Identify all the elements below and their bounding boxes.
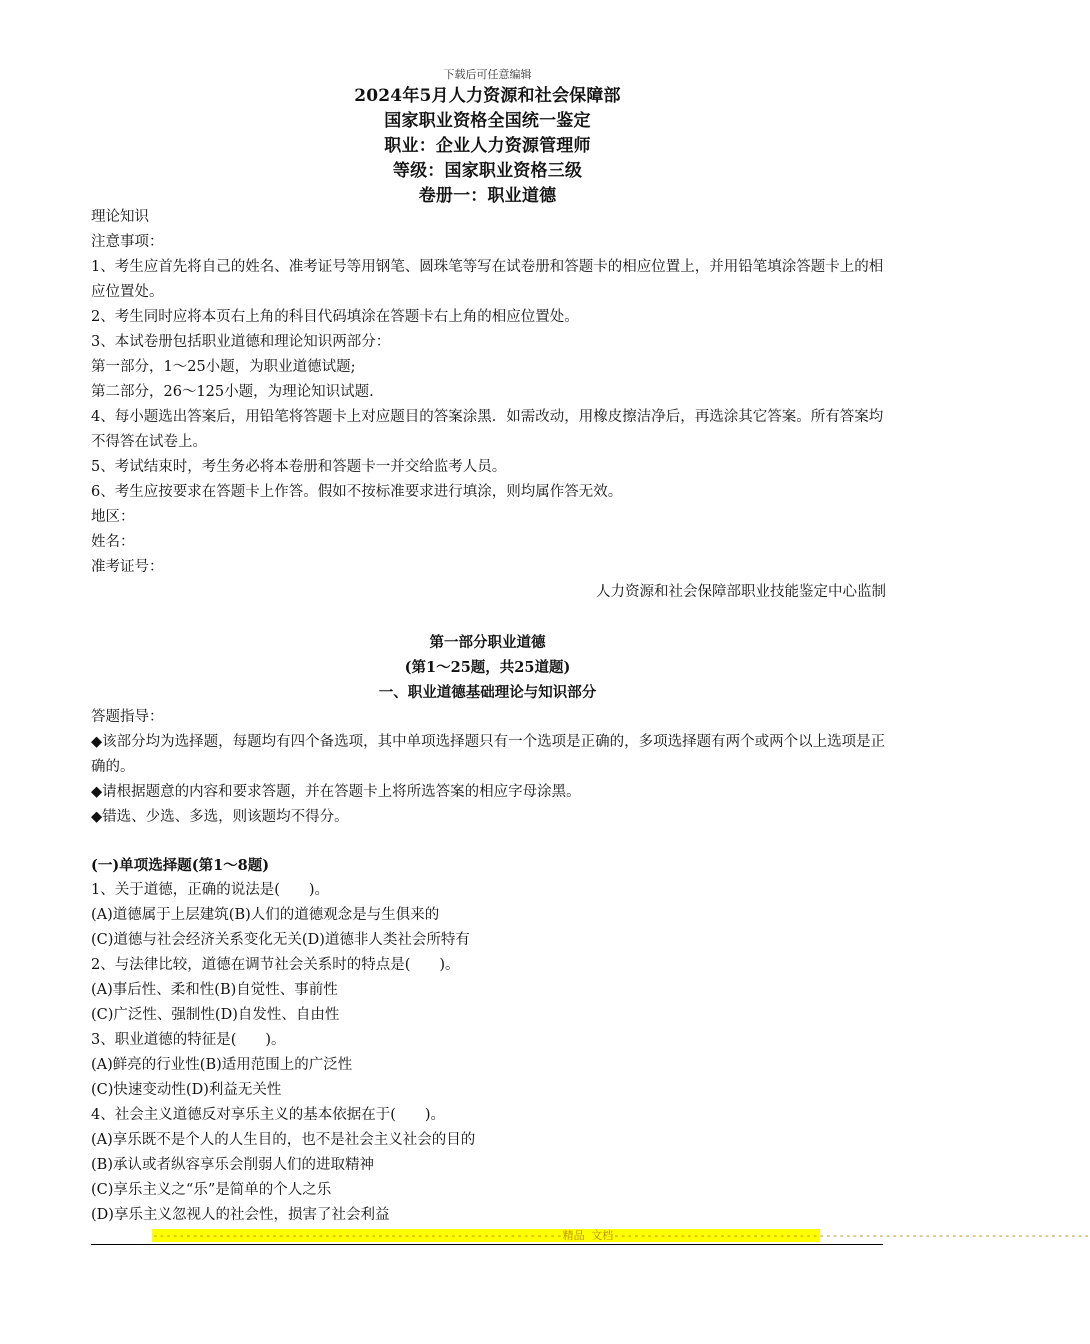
part-one-range: (第1～25题，共25道题) bbox=[404, 659, 571, 676]
option-line: (B)承认或者纵容享乐会削弱人们的进取精神 bbox=[91, 1157, 374, 1173]
option-line: (A)鲜亮的行业性(B)适用范围上的广泛性 bbox=[91, 1057, 353, 1073]
supervisor-line: 人力资源和社会保障部职业技能鉴定中心监制 bbox=[596, 584, 886, 600]
title-line: 2024年5月人力资源和社会保障部 bbox=[354, 86, 621, 106]
notice-item: 3、本试卷册包括职业道德和理论知识两部分： bbox=[91, 334, 391, 350]
guide-item: ◆该部分均为选择题，每题均有四个备选项，其中单项选择题只有一个选项是正确的，多项选择题有两个或两个以上选项是正确的。 bbox=[91, 734, 886, 775]
subject-label: 理论知识 bbox=[91, 209, 149, 225]
part-description: 第二部分，26～125小题，为理论知识试题. bbox=[91, 384, 374, 400]
header-note: 下载后可任意编辑 bbox=[443, 68, 532, 81]
question-line: 2、与法律比较，道德在调节社会关系时的特点是( )。 bbox=[91, 957, 460, 973]
option-line: (A)道德属于上层建筑(B)人们的道德观念是与生俱来的 bbox=[91, 907, 440, 923]
notice-item: 1、考生应首先将自己的姓名、准考证号等用钢笔、圆珠笔等写在试卷册和答题卡的相应位置上，并用铅笔填涂答题卡上的相应位置处。 bbox=[91, 259, 884, 300]
option-line: (C)快速变动性(D)利益无关性 bbox=[91, 1082, 282, 1098]
title-line: 卷册一：职业道德 bbox=[418, 186, 557, 206]
title-block bbox=[0, 84, 975, 209]
intro-section bbox=[91, 205, 886, 605]
exam-number-field: 准考证号： bbox=[91, 559, 164, 575]
question-line: 3、职业道德的特征是( )。 bbox=[91, 1032, 286, 1048]
part-one-subtitle: 一、职业道德基础理论与知识部分 bbox=[378, 684, 597, 701]
option-line: (C)道德与社会经济关系变化无关(D)道德非人类社会所特有 bbox=[91, 932, 470, 948]
notice-item: 2、考生同时应将本页右上角的科目代码填涂在答题卡右上角的相应位置处。 bbox=[91, 309, 579, 325]
option-line: (A)事后性、柔和性(B)自觉性、事前性 bbox=[91, 982, 338, 998]
answer-guide-section bbox=[91, 705, 886, 830]
notice-item: 6、考生应按要求在答题卡上作答。假如不按标准要求进行填涂，则均属作答无效。 bbox=[91, 484, 623, 500]
notice-label: 注意事项： bbox=[91, 234, 164, 250]
title-line: 等级：国家职业资格三级 bbox=[392, 161, 583, 181]
part-description: 第一部分，1～25小题，为职业道德试题; bbox=[91, 359, 356, 375]
guide-item: ◆错选、少选、多选，则该题均不得分。 bbox=[91, 809, 349, 825]
region-field: 地区： bbox=[91, 509, 135, 525]
guide-label: 答题指导： bbox=[91, 709, 164, 725]
option-line: (C)广泛性、强制性(D)自发性、自由性 bbox=[91, 1007, 340, 1023]
notice-item: 5、考试结束时，考生务必将本卷册和答题卡一并交给监考人员。 bbox=[91, 459, 507, 475]
question-line: 4、社会主义道德反对享乐主义的基本依据在于( )。 bbox=[91, 1107, 446, 1123]
option-line: (A)享乐既不是个人的人生目的，也不是社会主义社会的目的 bbox=[91, 1132, 476, 1148]
question-line: 1、关于道德，正确的说法是( )。 bbox=[91, 882, 330, 898]
title-line: 国家职业资格全国统一鉴定 bbox=[384, 111, 591, 131]
guide-item: ◆请根据题意的内容和要求答题，并在答题卡上将所选答案的相应字母涂黑。 bbox=[91, 784, 581, 800]
name-field: 姓名： bbox=[91, 534, 135, 550]
part-one-title: 第一部分职业道德 bbox=[429, 634, 546, 651]
notice-item: 4、每小题选出答案后，用铅笔将答题卡上对应题目的答案涂黑．如需改动，用橡皮擦洁净后，再选涂其它答案。所有答案均不得答在试卷上。 bbox=[91, 409, 884, 450]
single-choice-heading: (一)单项选择题(第1～8题) bbox=[91, 857, 270, 874]
option-line: (D)享乐主义忽视人的社会性，损害了社会利益 bbox=[91, 1207, 390, 1223]
single-choice-section bbox=[91, 853, 886, 1228]
footer-watermark-band: --------------------------------------------------------------精品 文档------------------------------------------------------------------------ bbox=[152, 1229, 1090, 1242]
footer-divider bbox=[91, 1244, 883, 1245]
title-line: 职业：企业人力资源管理师 bbox=[384, 136, 591, 156]
option-line: (C)享乐主义之“乐”是简单的个人之乐 bbox=[91, 1182, 332, 1198]
